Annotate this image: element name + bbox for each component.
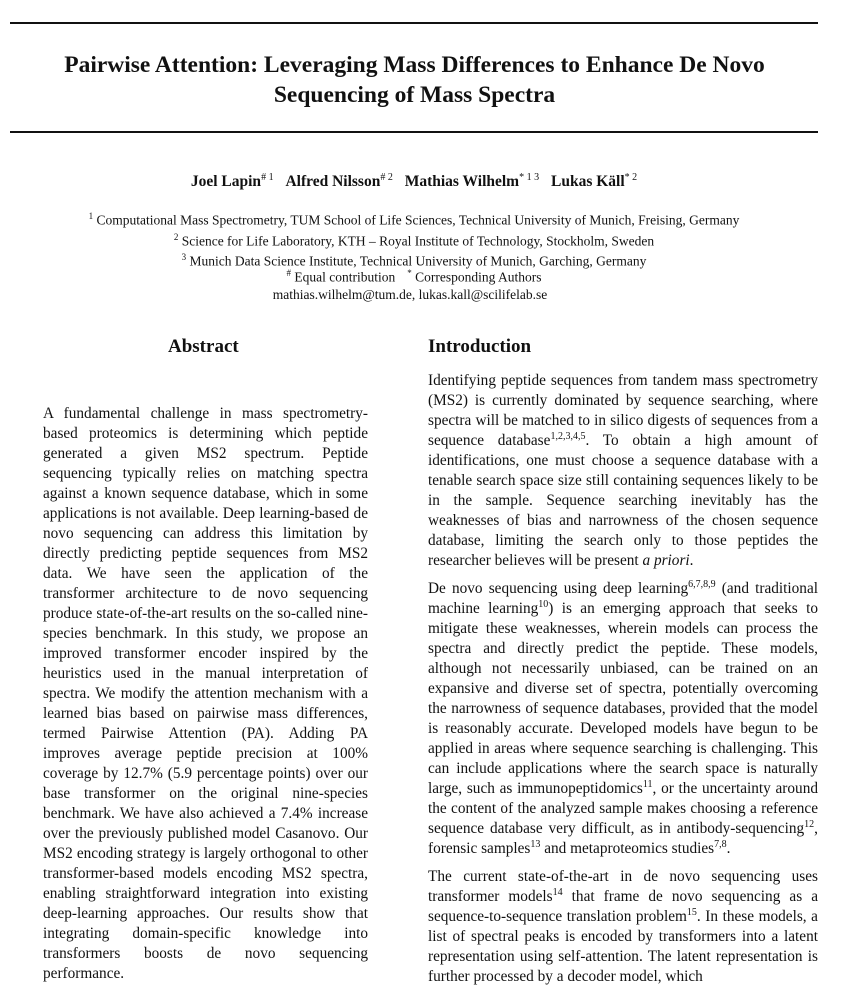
citation: 11	[642, 778, 653, 790]
title-bottom-rule	[10, 131, 818, 133]
affiliations	[0, 208, 828, 270]
citation: 14	[552, 886, 563, 898]
citation: 12	[804, 818, 815, 830]
affiliation-1: $^1$ Computational Mass Spectrometry, TUM School of Life Sciences, Technical University of Munich, Freising, Germany	[88, 211, 740, 228]
citation: 13	[530, 838, 541, 850]
intro-paragraph-3: The current state-of-the-art in de novo sequencing uses transformer models$^{14}$ that frame de novo sequencing as a sequence-to-sequence translation problem$^{15}$. In these models, a list of spectral peaks is encoded by transformers into a latent representation using self-attention. The latent representation is further processed by a decoder model, which	[428, 868, 818, 985]
author-list	[0, 168, 828, 192]
intro-paragraph-1: Identifying peptide sequences from tandem mass spectrometry (MS2) is currently dominated by sequence searching, where spectra will be matched to in silico digests of sequences from a sequence database$^{1,2,3,4,5}$. To obtain a high amount of identifications, one must choose a sequence database with a tenable search space size still containing sequences likely to be in the sample. Sequence searching inevitably has the weaknesses of bias and narrowness of the chosen sequence database, limiting the search only to those peptides the researcher believes will be present a priori.	[428, 372, 819, 569]
abstract-text	[43, 404, 368, 992]
introduction-heading: Introduction	[428, 336, 532, 357]
affiliation-2: $^2$ Science for Life Laboratory, KTH – Royal Institute of Technology, Stockholm, Sweden	[173, 231, 655, 248]
abstract-heading: Abstract	[168, 336, 239, 357]
contribution-notes: # Equal contribution * Corresponding Authors	[286, 268, 542, 285]
intro-paragraph-2: De novo sequencing using deep learning$^{6,7,8,9}$ (and traditional machine learning$^{10}$) is an emerging approach that seeks to mitigate these weaknesses, wherein models can process the spectra and directly predict the peptide. These models, although not necessarily unbiased, can be trained on an expansive and diverse set of spectra, potentially overcoming the narrowness of sequence databases, provided that the model is reasonably accurate. Developed models have begun to be applied in areas where sequence searching is challenging. This can include applications where the search space is naturally large, such as immunopeptidomics$^{11}$, or the uncertainty around the content of the analyzed sample makes choosing a reference sequence database very difficult, as in antibody-sequencing$^{12}$, forensic samples$^{13}$ and metaproteomics studies$^{7,8}$.	[428, 578, 818, 857]
citation: 1,2,3,4,5	[550, 430, 586, 442]
citation: 7,8	[714, 838, 727, 850]
author-3: Mathias Wilhelm$^{* 1 3}$	[404, 172, 540, 191]
equal-contribution-note: Equal contribution	[294, 269, 396, 285]
abstract-paragraph: A fundamental challenge in mass spectrometry-based proteomics is determining which peptide generated a given MS2 spectrum. Peptide sequencing typically relies on matching spectra against a known sequence database, which in some applications is not available. Deep learning-based de novo sequencing can address this limitation by directly predicting peptide sequences from MS2 data. We have seen the application of the transformer architecture to de novo sequencing produce state-of-the-art results on the so-called nine-species benchmark. In this study, we propose an improved transformer encoder inspired by the heuristics used in the manual interpretation of spectra. We modify the attention mechanism with a learned bias based on pairwise mass differences, termed Pairwise Attention (PA). Adding PA improves average peptide precision at 100% coverage by 12.7% (5.9 percentage points) over our base transformer on the original nine-species benchmark. We have also achieved a 7.4% increase over the previously published model Casanovo. Our MS2 encoding strategy is largely orthogonal to other transformer-based models encoding MS2 spectra, enabling straightforward integration into existing deep-learning approaches. Our results show that integrating domain-specific knowledge into transformers boosts de novo sequencing performance.	[43, 405, 368, 982]
corresponding-authors-note: Corresponding Authors	[415, 269, 542, 285]
introduction-text	[428, 371, 818, 995]
author-1: Joel Lapin$^{\# 1}$	[190, 172, 274, 191]
citation: 15	[686, 906, 697, 918]
title-top-rule	[10, 22, 818, 24]
affiliation-3: $^3$ Munich Data Science Institute, Technical University of Munich, Garching, Germany	[181, 252, 647, 269]
paper-title: Pairwise Attention: Leveraging Mass Differences to Enhance De Novo Sequencing of Mass Spectra	[64, 52, 765, 108]
author-emails: mathias.wilhelm@tum.de, lukas.kall@scilifelab.se	[272, 287, 548, 302]
citation: 10	[538, 598, 549, 610]
author-4: Lukas Käll$^{* 2}$	[550, 172, 638, 191]
citation: 6,7,8,9	[688, 578, 716, 590]
author-2: Alfred Nilsson$^{\# 2}$	[285, 172, 393, 191]
